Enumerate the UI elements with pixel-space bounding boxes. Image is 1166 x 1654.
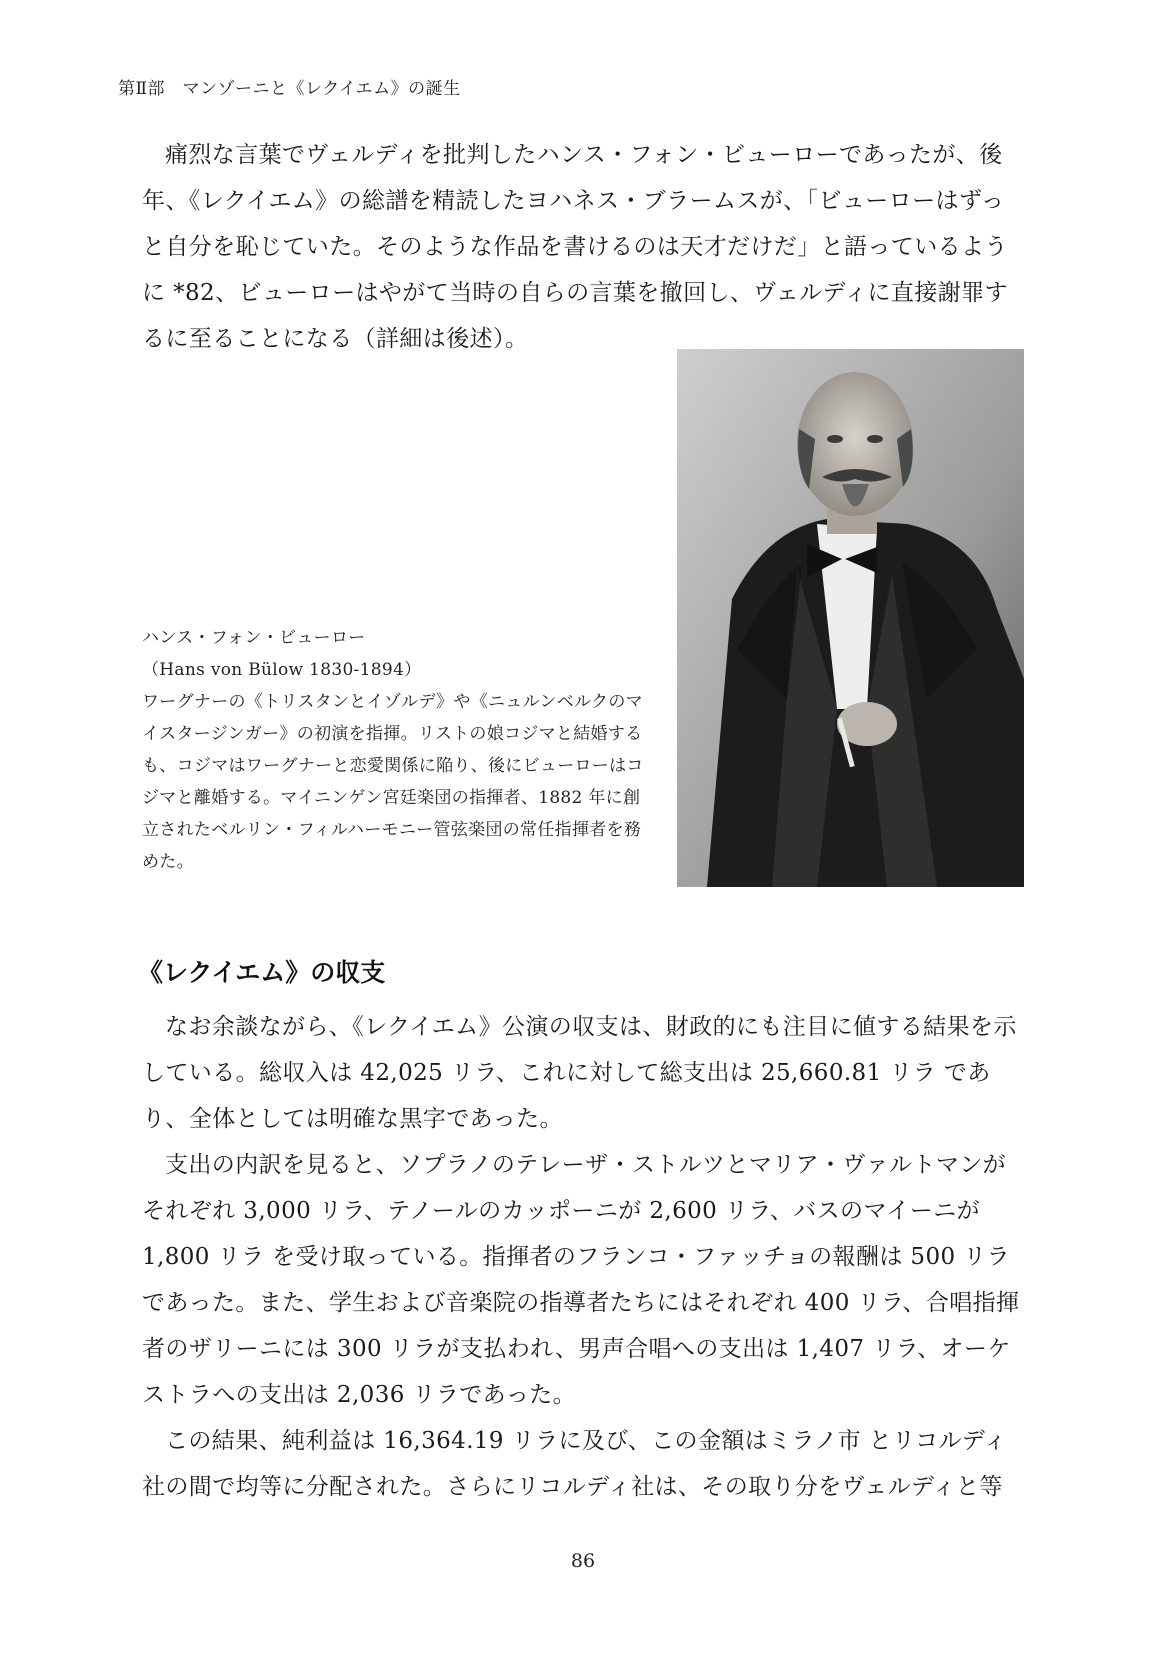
section-paragraph-2: 支出の内訳を見ると、ソプラノのテレーザ・ストルツとマリア・ヴァルトマンがそれぞれ 3,000 リラ、テノールのカッポーニが 2,600 リラ、バスのマイーニが 1,800 リラ を受け取っている。指揮者のフランコ・ファッチョの報酬は 500 リラであった。また、学生および音楽院の指導者たちにはそれぞれ 400 リラ、合唱指揮者のザリーニには 300 リラが支払われ、男声合唱への支出は 1,407 リラ、オーケストラへの支出は 2,036 リラであった。 [142, 1152, 1020, 1408]
section-heading: 《レクイエム》の収支 [138, 958, 386, 987]
section-body [142, 1004, 1024, 1510]
intro-paragraph: 痛烈な言葉でヴェルディを批判したハンス・フォン・ビューローであったが、後年、《レクイエム》の総譜を精読したヨハネス・ブラームスが、「ビューローはずっと自分を恥じていた。そのような作品を書けるのは天才だけだ」と語っているように *82、ビューローはやがて当時の自らの言葉を撤回し、ヴェルディに直接謝罪するに至ることになる（詳細は後述）。 [142, 142, 1008, 352]
caption-name-jp: ハンス・フォン・ビューロー [142, 628, 366, 648]
page-number: 86 [570, 1550, 596, 1572]
caption-name-en: （Hans von Bülow 1830-1894） [142, 660, 422, 680]
running-head: 第Ⅱ部 マンゾーニと《レクイエム》の誕生 [118, 79, 461, 99]
portrait-photo [677, 349, 1024, 887]
section-paragraph-3: この結果、純利益は 16,364.19 リラに及び、この金額はミラノ市 とリコルディ社の間で均等に分配された。さらにリコルディ社は、その取り分をヴェルディと等 [142, 1428, 1007, 1500]
section-paragraph-1: なお余談ながら、《レクイエム》公演の収支は、財政的にも注目に値する結果を示している。総収入は 42,025 リラ、これに対して総支出は 25,660.81 リラ であり、全体としては明確な黒字であった。 [142, 1014, 1017, 1132]
intro-paragraph-block [142, 132, 1024, 362]
photo-caption [142, 622, 652, 878]
caption-description: ワーグナーの《トリスタンとイゾルデ》や《ニュルンベルクのマイスタージンガー》の初演を指揮。リストの娘コジマと結婚するも、コジマはワーグナーと恋愛関係に陥り、後にビューローはコジマと離婚する。マイニンゲン宮廷楽団の指揮者、1882 年に創立されたベルリン・フィルハーモニー管弦楽団の常任指揮者を務めた。 [142, 692, 644, 872]
